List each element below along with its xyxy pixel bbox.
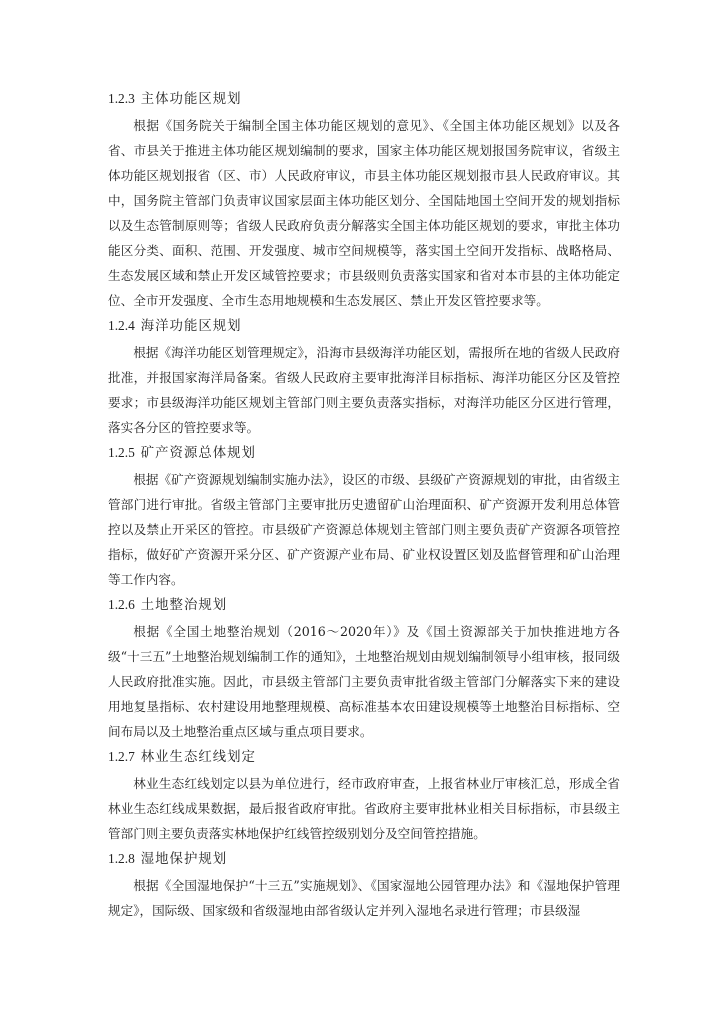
section-number: 1.2.8 xyxy=(108,851,135,866)
section-paragraph: 林业生态红线划定以县为单位进行，经市政府审查，上报省林业厅审核汇总，形成全省林业生态红线成果数据，最后报省政府审批。省政府主要审批林业相关目标指标，市县级主管部门则主要负责落实林地保护红线管控级别划分及空间管控措施。 xyxy=(108,776,620,841)
section-title: 湿地保护规划 xyxy=(140,852,228,867)
section-paragraph: 根据《海洋功能区划管理规定》，沿海市县级海洋功能区划，需报所在地的省级人民政府批准，并报国家海洋局备案。省级人民政府主要审批海洋目标指标、海洋功能区分区及管控要求；市县级海洋功能区规划主管部门则主要负责落实指标，对海洋功能区分区进行管理，落实各分区的管控要求等。 xyxy=(108,345,620,435)
section-paragraph: 根据《全国土地整治规划（2016～2020年）》及《国土资源部关于加快推进地方各级“十三五”土地整治规划编制工作的通知》，土地整治规划由规划编制领导小组审核，报同级人民政府批准实施。因此，市县级主管部门主要负责审批省级主管部门分解落实下来的建设用地复垦指标、农村建设用地整理规模、高标准基本农田建设规模等土地整治目标指标、空间布局以及土地整治重点区域与重点项目要求。 xyxy=(108,624,620,739)
section-heading-1-2-6 xyxy=(108,594,620,615)
section-number: 1.2.7 xyxy=(108,749,135,764)
section-heading-1-2-4 xyxy=(108,315,620,336)
section-heading-1-2-5 xyxy=(108,442,620,463)
section-number: 1.2.5 xyxy=(108,445,135,460)
document-body xyxy=(108,88,620,925)
section-heading-1-2-3 xyxy=(108,88,620,109)
section-paragraph: 根据《矿产资源规划编制实施办法》，设区的市级、县级矿产资源规划的审批，由省级主管部门进行审批。省级主管部门主要审批历史遗留矿山治理面积、矿产资源开发利用总体管控以及禁止开采区的管控。市县级矿产资源总体规划主管部门则主要负责矿产资源各项管控指标，做好矿产资源开采分区、矿产资源产业布局、矿业权设置区划及监督管理和矿山治理等工作内容。 xyxy=(108,472,620,587)
section-paragraph: 根据《国务院关于编制全国主体功能区规划的意见》、《全国主体功能区规划》以及各省、市县关于推进主体功能区规划编制的要求，国家主体功能区规划报国务院审议，省级主体功能区规划报省（区、市）人民政府审议，市县主体功能区规划报市县人民政府审议。其中，国务院主管部门负责审议国家层面主体功能区划分、全国陆地国土空间开发的规划指标以及生态管制原则等；省级人民政府负责分解落实全国主体功能区规划的要求，审批主体功能区分类、面积、范围、开发强度、城市空间规模等，落实国土空间开发指标、战略格局、生态发展区域和禁止开发区域管控要求；市县级则负责落实国家和省对本市县的主体功能定位、全市开发强度、全市生态用地规模和生态发展区、禁止开发区管控要求等。 xyxy=(108,118,620,308)
section-title: 矿产资源总体规划 xyxy=(140,446,256,461)
section-number: 1.2.4 xyxy=(108,318,135,333)
section-number: 1.2.6 xyxy=(108,597,135,612)
section-title: 林业生态红线划定 xyxy=(140,750,256,765)
section-title: 土地整治规划 xyxy=(140,598,228,613)
section-number: 1.2.3 xyxy=(108,91,135,106)
section-heading-1-2-8 xyxy=(108,848,620,869)
section-heading-1-2-7 xyxy=(108,746,620,767)
section-title: 海洋功能区规划 xyxy=(140,319,242,334)
section-title: 主体功能区规划 xyxy=(140,92,242,107)
section-paragraph: 根据《全国湿地保护“十三五”实施规划》、《国家湿地公园管理办法》和《湿地保护管理规定》，国际级、国家级和省级湿地由部省级认定并列入湿地名录进行管理；市县级湿 xyxy=(108,878,620,918)
